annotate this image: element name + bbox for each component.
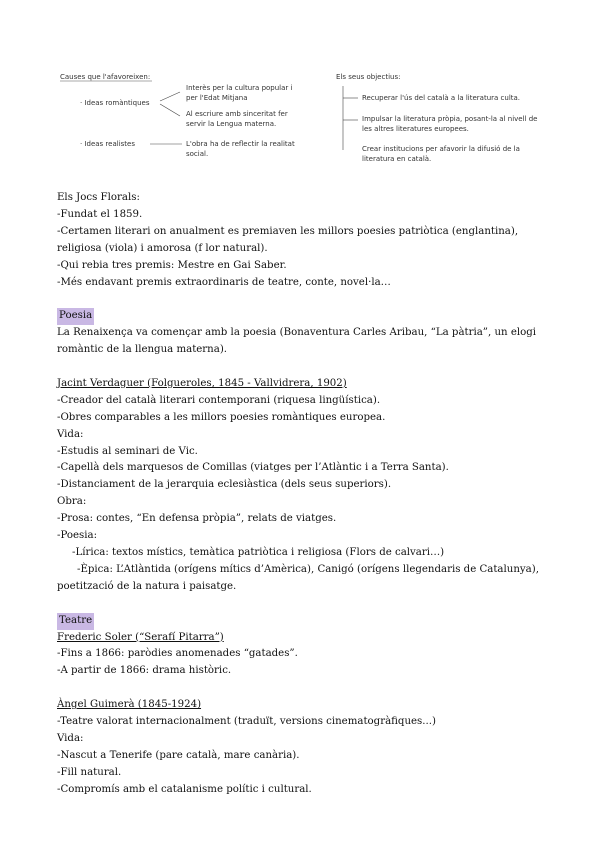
verdaguer-line: -Obres comparables a les millors poesies romàntiques europea. [57,411,386,423]
guimera-line: -Fill natural. [57,766,122,778]
jocs-line: -Qui rebia tres premis: Mestre en Gai Saber. [57,259,287,271]
poesia-text: romàntic de la llengua materna). [57,344,228,356]
guimera-line: -Compromís amb el catalanisme polític i cultural. [57,783,312,795]
romantic-ideas-label: · Ideas romàntiques [80,99,150,107]
soler-line: -Fins a 1866: paròdies anomenades “gatades”. [57,648,298,660]
verdaguer-line: -Poesia: [57,530,98,542]
guimera-heading: Àngel Guimerà (1845-1924) [57,699,202,711]
arrow-to-interest [160,92,180,101]
objectives-title: Els seus objectius: [336,73,401,81]
soler-heading: Frederic Soler (“Serafí Pitarra”) [57,631,224,643]
guimera-vida-label: Vida: [57,732,84,744]
objective-2-line1: Impulsar la literatura pròpia, posant-la al nivell de [362,115,538,123]
handwritten-diagram [0,0,600,180]
verdaguer-line: -Capellà dels marquesos de Comillas (viatges per l’Atlàntic i a Terra Santa). [57,462,449,474]
reality-text-2: social. [186,150,209,158]
document-body [57,190,547,799]
verdaguer-line: -Èpica: L’Atlàntida (orígens mítics d’Amèrica), Canigó (orígens llegendaris de Catalunya), [77,563,539,575]
guimera-line: -Nascut a Tenerife (pare català, mare canària). [57,749,300,761]
jocs-line: -Més endavant premis extraordinaris de teatre, conte, novel·la… [57,276,391,288]
objective-1: Recuperar l'ús del català a la literatura culta. [362,94,521,102]
verdaguer-vida-label: Vida: [57,428,84,440]
interest-text-1: Interès per la cultura popular i [186,84,293,92]
jocs-line: religiosa (viola) i amorosa (f lor natural). [57,242,268,254]
verdaguer-line: -Creador del català literari contemporani (riquesa lingüística). [57,394,381,406]
verdaguer-heading: Jacint Verdaguer (Folgueroles, 1845 - Vallvidrera, 1902) [57,377,347,389]
realist-ideas-label: · Ideas realistes [80,140,135,148]
verdaguer-line: -Prosa: contes, “En defensa pròpia”, relats de viatges. [57,513,337,525]
verdaguer-line: -Distanciament de la jerarquia eclesiàstica (dels seus superiors). [57,479,392,491]
guimera-line: -Teatre valorat internacionalment (traduït, versions cinematogràfiques...) [57,716,436,728]
writing-text-1: Al escriure amb sinceritat fer [186,110,288,118]
verdaguer-obra-label: Obra: [57,496,87,508]
reality-text-1: L'obra ha de reflectir la realitat [186,140,295,148]
interest-text-2: per l'Edat Mitjana [186,94,248,102]
soler-line: -A partir de 1866: drama històric. [57,665,232,677]
objective-2-line2: les altres literatures europees. [362,125,469,133]
verdaguer-line: -Lírica: textos místics, temàtica patriòtica i religiosa (Flors de calvari…) [72,547,445,558]
jocs-line: -Certamen literari on anualment es premiaven les millors poesies patriòtica (englantina), [57,225,519,237]
teatre-heading: Teatre [57,613,94,630]
objective-3-line2: literatura en català. [362,155,432,163]
objective-3-line1: Crear institucions per afavorir la difusió de la [362,145,520,153]
jocs-line: -Fundat el 1859. [57,208,143,220]
writing-text-2: servir la Lengua materna. [186,120,277,128]
causes-title: Causes que l'afavoreixen: [60,73,151,81]
arrow-to-writing [160,104,180,116]
verdaguer-line: -Estudis al seminari de Vic. [57,445,198,457]
jocs-florals-title: Els Jocs Florals: [57,192,140,203]
verdaguer-line: poetització de la natura i paisatge. [57,580,237,592]
poesia-heading: Poesia [57,308,94,325]
poesia-text: La Renaixença va començar amb la poesia (Bonaventura Carles Aribau, “La pàtria”, un elogi [57,327,537,339]
